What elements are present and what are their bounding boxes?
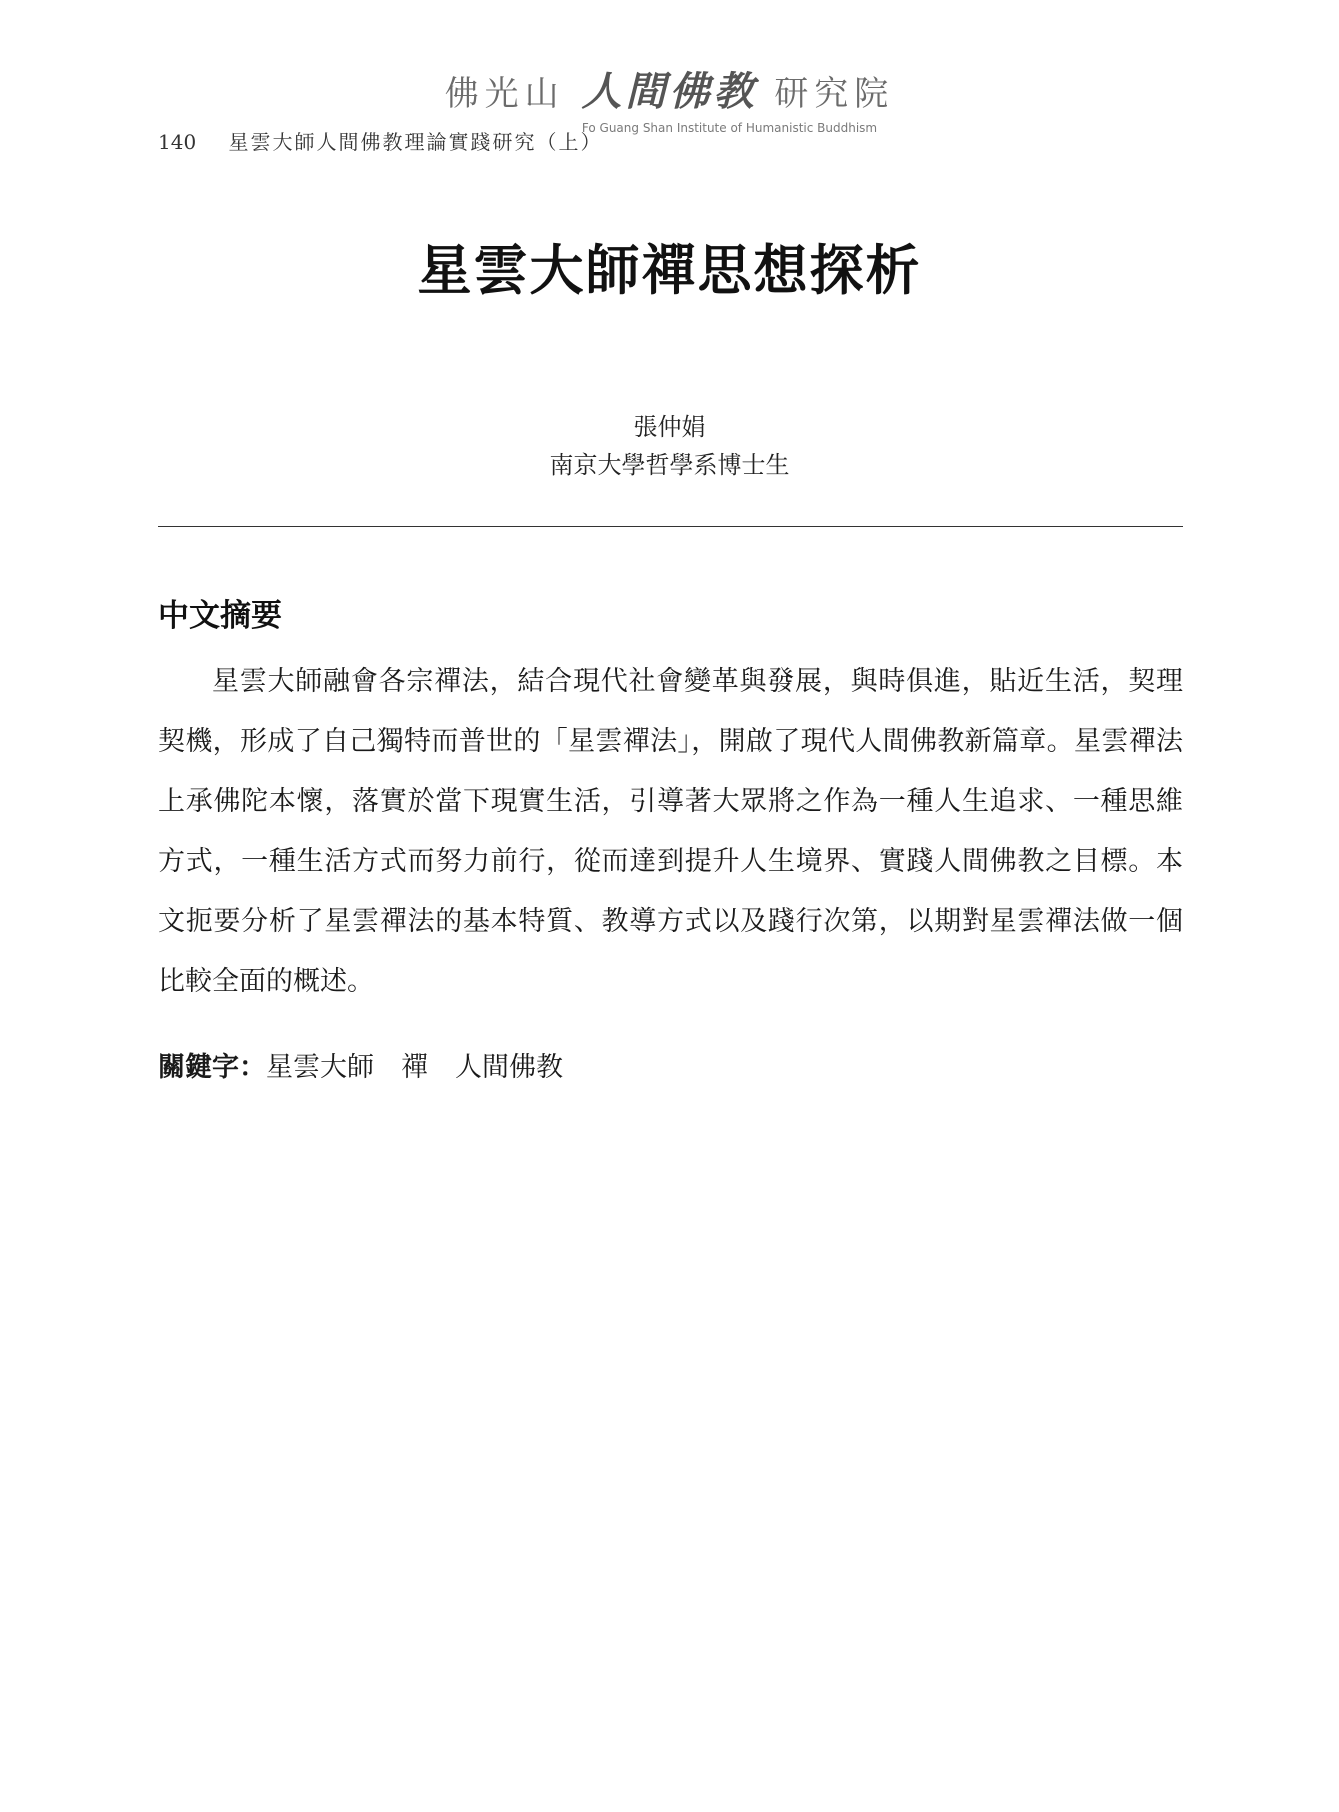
section-divider — [158, 526, 1183, 527]
institute-logo — [0, 60, 1339, 117]
author-affiliation: 南京大學哲學系博士生 — [549, 451, 790, 479]
watermark-english-text: Fo Guang Shan Institute of Humanistic Buddhism — [581, 121, 878, 135]
abstract-heading: 中文摘要 — [158, 598, 282, 634]
watermark-right-text: 研究院 — [774, 74, 895, 114]
page-number: 140 — [158, 130, 197, 154]
keywords-line — [158, 1045, 563, 1084]
author-block — [0, 408, 1339, 484]
institute-watermark — [0, 60, 1339, 135]
keywords-items: 星雲大師 禪 人間佛教 — [266, 1052, 563, 1083]
book-title: 星雲大師人間佛教理論實踐研究（上） — [228, 130, 603, 154]
watermark-brand-text: 人間佛教 — [581, 68, 758, 115]
running-header — [158, 126, 603, 155]
keywords-label: 關鍵字： — [158, 1052, 266, 1083]
watermark-left-text: 佛光山 — [444, 74, 565, 114]
article-title: 星雲大師禪思想探析 — [417, 238, 922, 302]
abstract-body: 星雲大師融會各宗禪法，結合現代社會變革與發展，與時俱進，貼近生活，契理契機，形成了自己獨特而普世的「星雲禪法」，開啟了現代人間佛教新篇章。星雲禪法上承佛陀本懷，落實於當下現實生活，引導著大眾將之作為一種人生追求、一種思維方式，一種生活方式而努力前行，從而達到提升人生境界、實踐人間佛教之目標。本文扼要分析了星雲禪法的基本特質、教導方式以及踐行次第，以期對星雲禪法做一個比較全面的概述。 — [158, 666, 1183, 997]
author-name: 張仲娟 — [633, 413, 706, 441]
